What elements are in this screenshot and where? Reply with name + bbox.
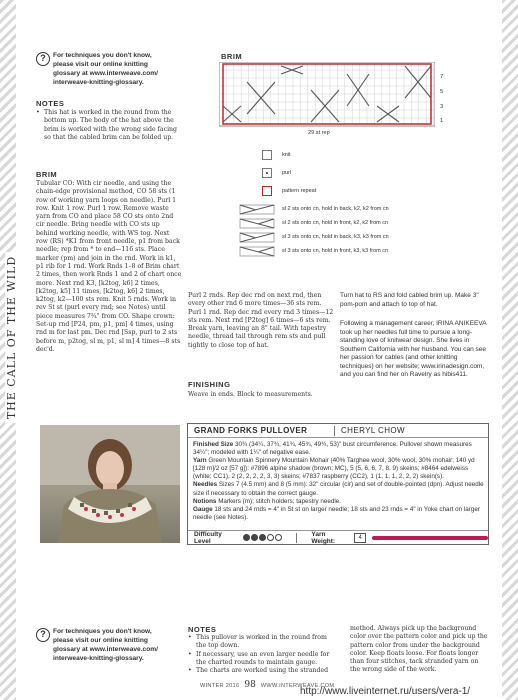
yarn-spec: Yarn Green Mountain Spinnery Mountain Mohair (40% Targhee wool, 30% wool, 30% mohair; 140 yd [128 m]/2 oz [57 g]): #7896 alpine shadow (brown; MC), 5 (5, 6, 6, 7, 8, 9) skeins; #8464 edelweiss (white; CC1), 2 (2, 2, 2, 2, 3, 3) skeins; #7837 raspberry (CC2), 1 (1, 1, 1, 2, 2, 2) skein(s).: [193, 457, 475, 481]
pullover-notes-heading: NOTES: [188, 625, 217, 634]
pullover-info-panel: [187, 423, 489, 545]
legend-cable-3-back: sl 3 sts onto cn, hold in back, k3, k3 from cn: [282, 234, 389, 240]
knit-symbol-icon: [262, 150, 272, 160]
brim-heading: BRIM: [36, 170, 58, 179]
list-item: • This pullover is worked in the round from the top down.: [188, 634, 334, 651]
list-item: • This hat is worked in the round from the bottom up. The body of the hat above the brim is worked with the wrong side facing so that the cabled brim can be folded up.: [36, 109, 180, 142]
legend-knit: knit: [282, 152, 291, 158]
site-url: WWW.INTERWEAVE.COM: [260, 683, 335, 689]
difficulty-dot-icon: [243, 534, 250, 541]
difficulty-dot-icon: [267, 534, 274, 541]
purl-symbol-icon: [262, 168, 272, 178]
difficulty-dot-icon: [275, 534, 282, 541]
difficulty-label: Difficulty Level: [194, 530, 222, 545]
legend-cable-2-back: sl 2 sts onto cn, hold in back, k2, k2 from cn: [282, 206, 389, 212]
yarn-strand-icon: [372, 536, 488, 540]
repeat-width-label: 29 st rep: [308, 130, 330, 136]
designer-bio: Following a management career, IRINA ANIKEEVA took up her needles full time to pursue a long-standing love of knitwear design. She lives in Southern California with her husband. You can see her passion for cables (and other knitting techniques) on her website; www.irinadesign.com, and you can find her on Ravelry as hibis411.: [340, 320, 487, 378]
list-item: • The charts are worked using the stranded: [188, 667, 334, 675]
right-stripe-border: [502, 0, 518, 700]
difficulty-dot-icon: [259, 534, 266, 541]
yarn-weight-label: Yarn Weight:: [311, 530, 336, 545]
gauge-spec: Gauge 18 sts and 24 rnds = 4" in St st on larger needle; 18 sts and 23 rnds = 4" in Yoke chart on larger needle (see Notes).: [193, 505, 480, 521]
pullover-notes-list: [188, 634, 334, 675]
model-illustration: [40, 425, 180, 543]
pullover-notes-continued: method. Always pick up the background color over the pattern color and pick up the pattern color from under the background color. Keep floats loose. For floats longer than four stitches, tack stranded yarn on the wrong side of the work.: [350, 625, 488, 674]
notions-spec: Notions Markers (m); stitch holders; tapestry needle.: [193, 497, 342, 505]
designer-name: CHERYL CHOW: [341, 426, 405, 435]
pattern-specs: [193, 441, 485, 522]
glossary-tip-top: For techniques you don't know, please visit our online knitting glossary at www.interweave.com/ interweave-knitting-glossary.: [53, 52, 158, 86]
difficulty-dot-icon: [251, 534, 258, 541]
yarn-weight-badge: 4: [354, 533, 366, 543]
legend-cable-2-front: sl 2 sts onto cn, hold in front, k2, k2 from cn: [282, 220, 389, 226]
watermark-url: http://www.liveinternet.ru/users/vera-1/: [300, 686, 471, 697]
chart-row-labels: 7 5 3 1: [440, 74, 444, 125]
hat-notes-heading: NOTES: [36, 99, 65, 108]
brim-instructions: Tubular CO: With cir needle, and using the chain-edge provisional method, CO 58 sts (1 row of working yarn loops on needle). Purl 1 row. Knit 1 row. Purl 1 row. Remove waste yarn from CO and place 58 CO sts onto 2nd cir needle. Bring needle with CO sts up behind working needle, with WS tog. Next row (RS) *K1 from front needle, p1 from back needle; rep from * to end—116 sts. Place marker (pm) and join in the rnd. Work in k1, p1 rib for 1 rnd. Work Rnds 1–8 of Brim chart 2 times, then work Rnds 1 and 2 of chart once more. Next rnd K3, [k2tog, k6] 2 times, [k2tog, k5] 11 times, [k2tog, k6] 2 times, k2tog, k2—100 sts rem. Knit 5 rnds. Work in rev St st (purl every rnd; see Notes) until piece measures 7¾" from CO. Shape crown: Set-up rnd [P24, pm, p1, pm] 4 times, using rnd m for last pm. Dec rnd [Ssp, purl to 2 sts before m, p2tog, sl m, p1, sl m] 4 times—8 sts dec'd.: [36, 180, 182, 353]
help-question-icon: ?: [36, 628, 50, 642]
pullover-photo: [40, 425, 180, 543]
finished-size: Finished Size 30¾ (34¼, 37¾, 41¾, 45¾, 49¾, 53)" bust circumference. Pullover shown measures 34¼"; modeled with 1¼" of negative ease.: [193, 441, 472, 457]
glossary-tip-bottom: For techniques you don't know, please visit our online knitting glossary at www.interweave.com/ interweave-knitting-glossary.: [53, 628, 158, 662]
pattern-repeat-symbol-icon: [262, 186, 272, 196]
hat-notes-list: [36, 109, 180, 142]
difficulty-rating: [243, 534, 282, 541]
crown-instructions: Purl 2 rnds. Rep dec rnd on next rnd, then every other rnd 6 more times—36 sts rem. Purl 1 rnd. Rep dec rnd every rnd 3 times—12 sts rem. Next rnd [P2tog] 6 times—6 sts rem. Break yarn, leaving an 8" tail. With tapestry needle, thread tail through rem sts and pull tightly to close top of hat.: [188, 292, 334, 349]
help-question-icon: ?: [36, 52, 50, 66]
finishing-heading: FINISHING: [188, 380, 231, 389]
pattern-title: GRAND FORKS PULLOVER: [194, 426, 308, 435]
list-item: • If necessary, use an even larger needle for the charted rounds to maintain gauge.: [188, 651, 334, 668]
side-section-label: THE CALL OF THE WILD: [4, 262, 20, 412]
needles-spec: Needles Sizes 7 (4.5 mm) and 8 (5 mm): 32" circular (cir) and set of double-pointed (dpn). Adjust needle size if necessary to obtain the correct gauge.: [193, 481, 484, 497]
difficulty-bar: [188, 530, 488, 544]
page-number: 98: [244, 680, 256, 690]
cable-symbols-icon: [238, 204, 278, 262]
pompom-instructions: Turn hat to RS and fold cabled brim up. Make 3" pom-pom and attach to top of hat.: [340, 292, 479, 308]
brim-chart-title: BRIM: [221, 52, 243, 61]
legend-purl: purl: [282, 170, 292, 176]
pullover-header: [188, 424, 488, 438]
finishing-text: Weave in ends. Block to measurements.: [188, 391, 313, 398]
brim-chart: [219, 62, 435, 128]
legend-pattern-repeat: pattern repeat: [282, 188, 317, 194]
legend-cable-3-front: sl 3 sts onto cn, hold in front, k3, k3 from cn: [282, 248, 389, 254]
issue-label: WINTER 2016: [200, 683, 240, 689]
